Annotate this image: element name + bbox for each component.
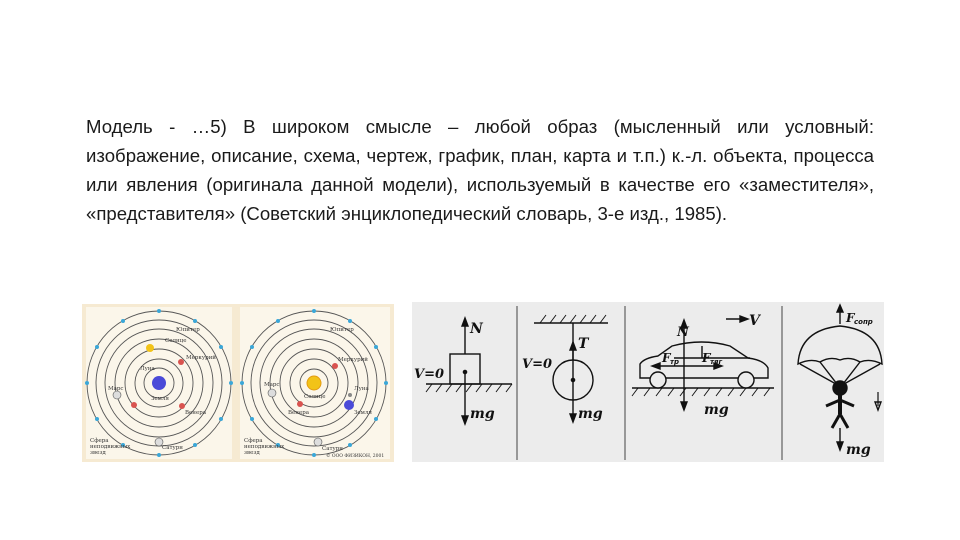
planet-label: Солнце [165, 338, 187, 344]
sphere-label: Сфера [90, 438, 109, 444]
label-N: N [677, 325, 689, 340]
planet-label: Меркурий [338, 357, 368, 363]
label-Ftyag-sub: тяг [710, 358, 723, 366]
label-Ftr: F [662, 351, 671, 365]
label-Ftr-sub: тр [670, 358, 680, 366]
planet-label: Меркурий [186, 355, 216, 361]
planet-label: Юпитер [330, 327, 354, 333]
sphere-label: неподвижных [90, 444, 131, 450]
copyright-text: © ООО ФИЗИКОН, 2001 [326, 454, 385, 459]
planet-label: Земля [151, 396, 169, 402]
planet-icon [297, 401, 303, 407]
label-F: F [846, 311, 855, 325]
force-diagrams-figure [412, 302, 884, 462]
sphere-label: звезд [90, 450, 106, 456]
planet-label: Юпитер [176, 327, 200, 333]
moon-icon [348, 393, 352, 397]
planet-label: Солнце [304, 394, 326, 400]
planet-label: Луна [354, 386, 369, 392]
planet-icon [314, 438, 322, 446]
label-mg: mg [704, 402, 729, 418]
label-V0: V=0 [414, 367, 445, 382]
force-diagrams-svg [412, 302, 884, 462]
label-T: T [578, 336, 589, 352]
label-mg: mg [846, 442, 871, 458]
planet-icon [113, 391, 121, 399]
label-mg: mg [470, 406, 495, 422]
wheel-icon [738, 372, 754, 388]
orbit-models-figure [82, 304, 394, 462]
planet-label: Земля [354, 410, 372, 416]
label-N: N [470, 321, 483, 337]
planet-icon [332, 363, 338, 369]
planet-label: Марс [108, 386, 124, 392]
orbit-models-svg [82, 304, 394, 462]
label-mg: mg [578, 406, 603, 422]
earth-icon [344, 400, 354, 410]
planet-icon [178, 359, 184, 365]
planet-label: Сатурн [322, 446, 343, 452]
planet-icon [179, 403, 185, 409]
earth-icon [152, 376, 166, 390]
label-F-sub: сопр [854, 318, 873, 326]
label-V: V [749, 313, 760, 329]
definition-paragraph: Модель - …5) В широком смысле – любой образ (мысленный или условный: изображение, описание, схема, чертеж, график, план, карта и т.п.) к.-л. объекта, процесса или явления (оригинала данной модели), используемый в качестве его «заместителя», «представителя» (Советский энциклопедический словарь, 3-е изд., 1985). [86, 116, 874, 224]
sun-icon [307, 376, 321, 390]
planet-label: Луна [140, 366, 155, 372]
planet-label: Венера [185, 410, 207, 416]
wheel-icon [650, 372, 666, 388]
planet-icon [268, 389, 276, 397]
planet-label: Сатурн [162, 445, 183, 451]
planet-label: Марс [264, 382, 280, 388]
planet-label: Венера [288, 410, 310, 416]
sphere-label: Сфера [244, 438, 263, 444]
sun-icon [146, 344, 154, 352]
label-V0: V=0 [522, 357, 553, 372]
label-Ftyag: F [702, 351, 711, 365]
sphere-label: звезд [244, 450, 260, 456]
sphere-label: неподвижных [244, 444, 285, 450]
planet-icon [131, 402, 137, 408]
parachutist-head [833, 381, 847, 395]
